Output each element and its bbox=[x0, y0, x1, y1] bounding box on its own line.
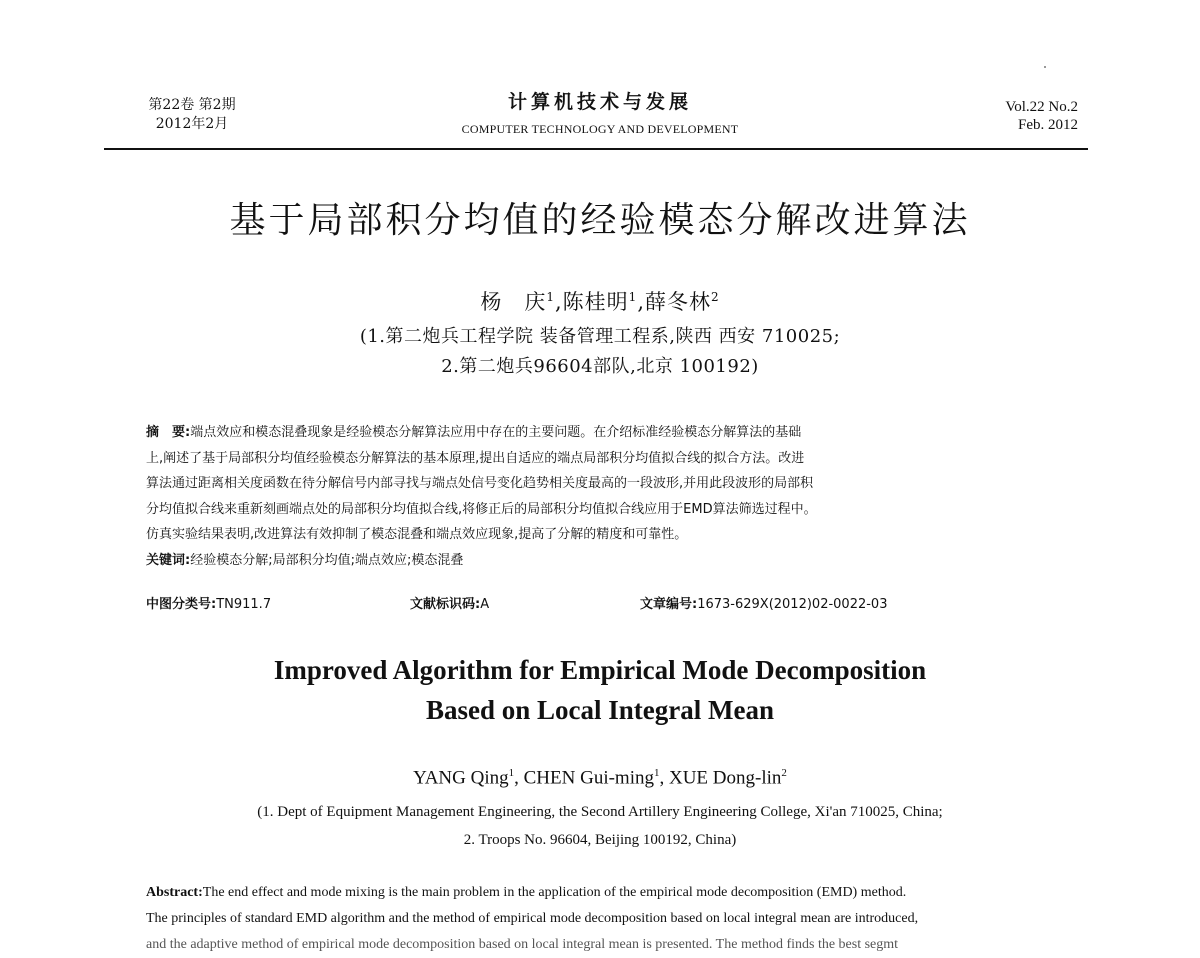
abstract-cn-line: 分均值拟合线来重新刻画端点处的局部积分均值拟合线,将修正后的局部积分均值拟合线应用于EMD算法筛选过程中。 bbox=[146, 501, 817, 517]
date-cn: 2012年2月 bbox=[155, 116, 229, 132]
author-affil-mark: 1 bbox=[546, 290, 555, 304]
affiliation-en-line: 2. Troops No. 96604, Beijing 100192, China) bbox=[463, 832, 737, 848]
affiliation-en-line: (1. Dept of Equipment Management Engineering, the Second Artillery Engineering College, Xi'an 710025, China; bbox=[257, 804, 943, 820]
keywords-cn bbox=[146, 548, 1062, 574]
author-affil-mark: 1 bbox=[653, 767, 660, 779]
abstract-en-line: The principles of standard EMD algorithm and the method of empirical mode decomposition based on local integral mean are introduced, bbox=[146, 911, 919, 926]
article-number bbox=[640, 594, 887, 616]
abstract-cn-line bbox=[146, 420, 1062, 446]
title-en-line: Improved Algorithm for Empirical Mode Decomposition bbox=[273, 655, 927, 685]
article-label: 文章编号: bbox=[640, 597, 698, 612]
title-en bbox=[100, 650, 1100, 730]
journal-name-cn: 计算机技术与发展 bbox=[507, 91, 692, 113]
abstract-en bbox=[146, 880, 1066, 958]
authors-en: YANG Qing$^1$, CHEN Gui-ming$^1$, XUE Dong-lin$^2$ bbox=[413, 767, 787, 789]
author-en: YANG Qing bbox=[413, 767, 509, 789]
title-en-line: Based on Local Integral Mean bbox=[426, 695, 774, 725]
doc-value: A bbox=[480, 597, 490, 612]
abstract-cn bbox=[146, 420, 1062, 574]
abstract-en-line bbox=[146, 880, 1066, 906]
date-en: Feb. 2012 bbox=[1018, 117, 1078, 133]
document-code bbox=[410, 594, 489, 616]
author-affil-mark: 1 bbox=[628, 290, 638, 304]
issue-info-en bbox=[948, 98, 1078, 134]
classification-line bbox=[146, 594, 1062, 616]
author-cn: 陈桂明 bbox=[562, 290, 629, 314]
abstract-en-line: and the adaptive method of empirical mode decomposition based on local integral mean is presented. The method finds the best segmt bbox=[146, 937, 899, 952]
author-en: XUE Dong-lin bbox=[668, 767, 782, 789]
author-affil-mark: 2 bbox=[781, 767, 787, 779]
abstract-cn-line: 上,阐述了基于局部积分均值经验模态分解算法的基本原理,提出自适应的端点局部积分均值拟合线的拟合方法。改进 bbox=[146, 450, 805, 466]
affiliations-cn bbox=[100, 322, 1100, 382]
affiliations-en bbox=[100, 798, 1100, 854]
authors-cn: 杨 庆$^1$,陈桂明$^1$,薛冬林$^2$ bbox=[480, 290, 720, 314]
affiliation-cn-line: (1.第二炮兵工程学院 装备管理工程系,陕西 西安 710025; bbox=[359, 326, 841, 347]
issue-info-cn bbox=[112, 96, 272, 134]
author-affil-mark: 1 bbox=[508, 767, 515, 779]
keywords-cn-label: 关键词: bbox=[146, 552, 191, 568]
abstract-cn-text: 端点效应和模态混叠现象是经验模态分解算法应用中存在的主要问题。在介绍标准经验模态分解算法的基础 bbox=[190, 425, 802, 440]
author-cn: 杨 庆 bbox=[480, 290, 547, 314]
title-cn: 基于局部积分均值的经验模态分解改进算法 bbox=[229, 200, 971, 241]
doc-label: 文献标识码: bbox=[410, 597, 481, 612]
journal-name bbox=[380, 88, 820, 138]
abstract-en-label: Abstract: bbox=[146, 885, 203, 900]
scan-speck bbox=[1044, 66, 1046, 68]
volume-issue-en: Vol.22 No.2 bbox=[1005, 99, 1078, 115]
abstract-en-text: The end effect and mode mixing is the main problem in the application of the empirical mode decomposition (EMD) method. bbox=[202, 885, 907, 900]
author-affil-mark: 2 bbox=[711, 290, 720, 304]
clc-number bbox=[146, 594, 271, 616]
clc-label: 中图分类号: bbox=[146, 597, 217, 612]
author-en: CHEN Gui-ming bbox=[523, 767, 654, 789]
abstract-cn-line: 仿真实验结果表明,改进算法有效抑制了模态混叠和端点效应现象,提高了分解的精度和可靠性。 bbox=[146, 527, 688, 543]
abstract-cn-label: 摘 要: bbox=[146, 425, 191, 440]
affiliation-cn-line: 2.第二炮兵96604部队,北京 100192) bbox=[441, 356, 759, 377]
keywords-cn-value: 经验模态分解;局部积分均值;端点效应;模态混叠 bbox=[190, 552, 464, 568]
journal-name-en: COMPUTER TECHNOLOGY AND DEVELOPMENT bbox=[461, 122, 739, 136]
header-rule bbox=[104, 148, 1088, 150]
abstract-cn-line: 算法通过距离相关度函数在待分解信号内部寻找与端点处信号变化趋势相关度最高的一段波形,并用此段波形的局部积 bbox=[146, 476, 814, 492]
clc-value: TN911.7 bbox=[216, 597, 272, 612]
volume-issue-cn: 第22卷 第2期 bbox=[148, 97, 236, 113]
article-value: 1673-629X(2012)02-0022-03 bbox=[697, 597, 888, 612]
author-cn: 薛冬林 bbox=[645, 290, 711, 314]
